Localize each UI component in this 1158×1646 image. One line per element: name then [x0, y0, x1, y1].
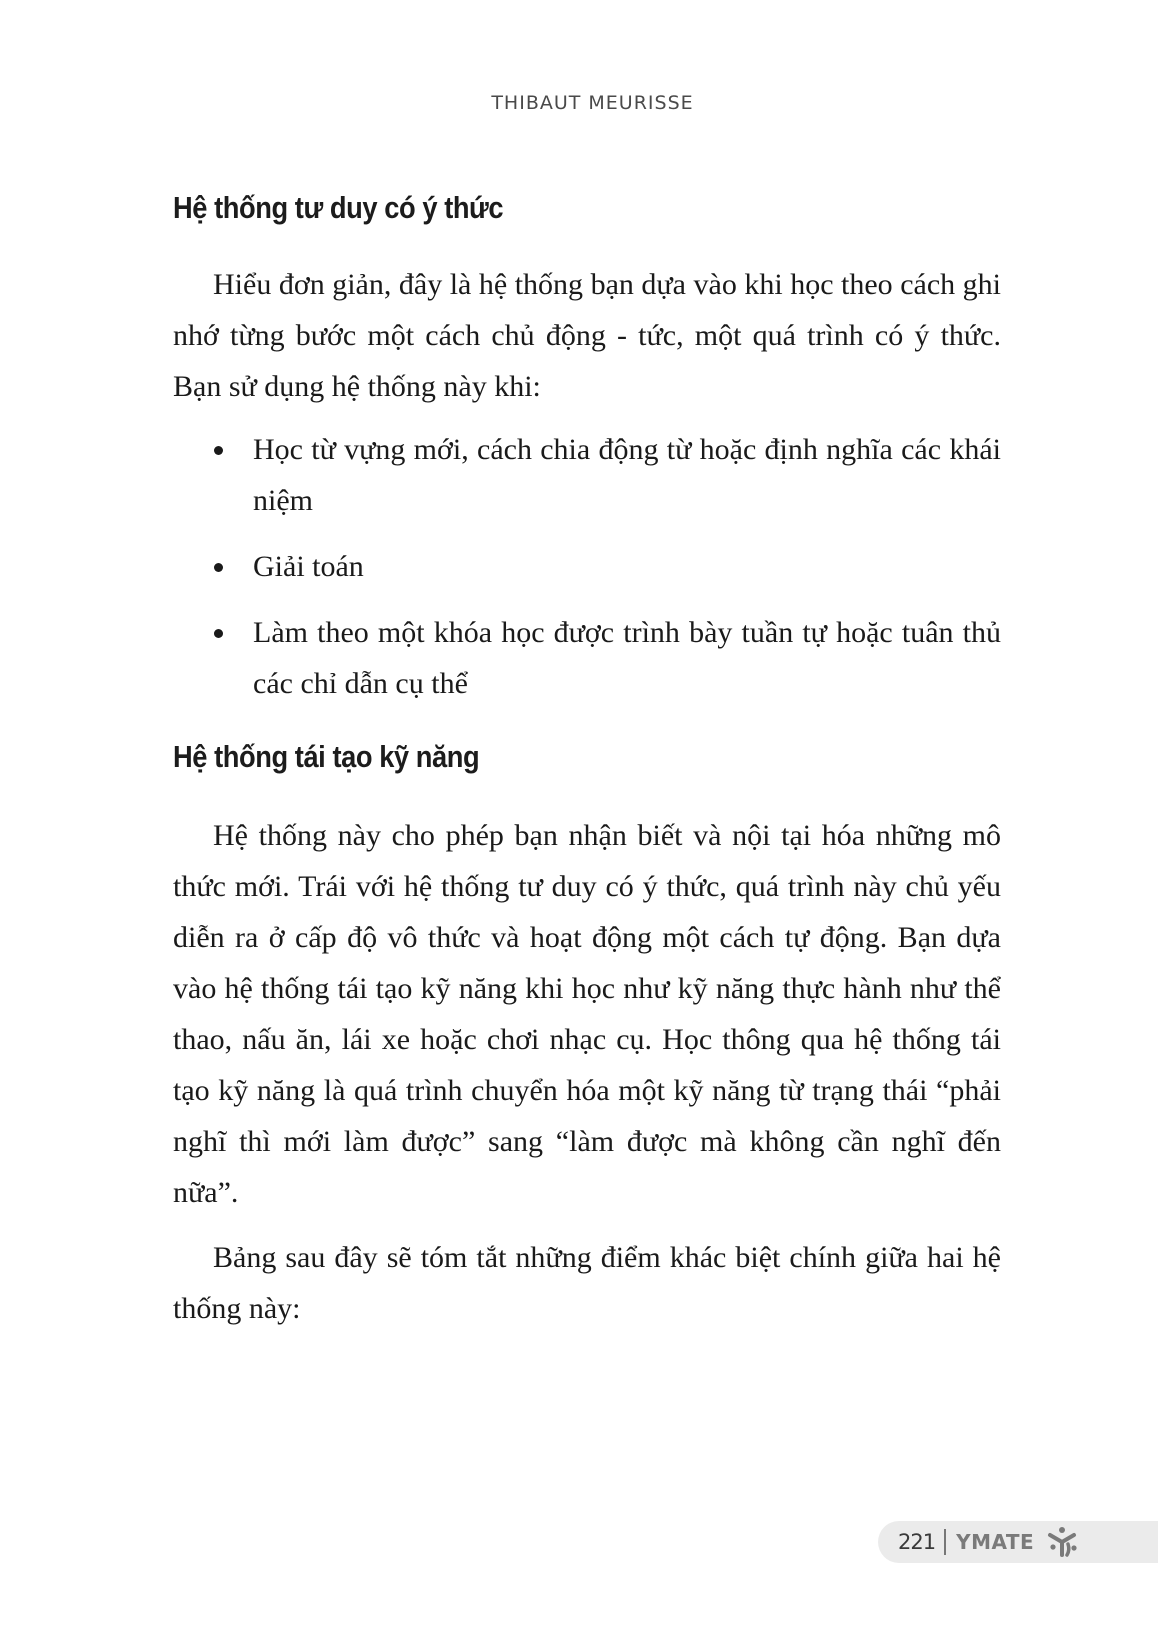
divider — [944, 1529, 946, 1555]
running-head: THIBAUT MEURISSE — [491, 92, 694, 114]
bullet-icon — [214, 446, 223, 455]
list-item-text: Làm theo một khóa học được trình bày tuần tự hoặc tuân thủ các chỉ dẫn cụ thể — [253, 616, 1001, 700]
paragraph: Hiểu đơn giản, đây là hệ thống bạn dựa vào khi học theo cách ghi nhớ từng bước một cách chủ động - tức, một quá trình có ý thức. Bạn sử dụng hệ thống này khi: — [173, 268, 1001, 403]
section-heading-conscious-thinking: Hệ thống tư duy có ý thức — [173, 190, 504, 225]
list-item — [173, 607, 1001, 709]
footer-page-badge — [878, 1521, 1158, 1563]
page-content — [173, 188, 1001, 1334]
publisher-brand: YMATE — [956, 1530, 1035, 1554]
page-number: 221 — [898, 1530, 936, 1554]
bullet-icon — [214, 629, 223, 638]
list-item — [173, 424, 1001, 526]
ymate-logo-icon — [1046, 1526, 1078, 1558]
bullet-list — [173, 424, 1001, 709]
list-item-text: Học từ vựng mới, cách chia động từ hoặc định nghĩa các khái niệm — [253, 433, 1001, 517]
bullet-icon — [214, 563, 223, 572]
paragraph: Bảng sau đây sẽ tóm tắt những điểm khác biệt chính giữa hai hệ thống này: — [173, 1241, 1001, 1325]
paragraph: Hệ thống này cho phép bạn nhận biết và nội tại hóa những mô thức mới. Trái với hệ thống tư duy có ý thức, quá trình này chủ yếu diễn ra ở cấp độ vô thức và hoạt động một cách tự động. Bạn dựa vào hệ thống tái tạo kỹ năng khi học như kỹ năng thực hành như thể thao, nấu ăn, lái xe hoặc chơi nhạc cụ. Học thông qua hệ thống tái tạo kỹ năng là quá trình chuyển hóa một kỹ năng từ trạng thái “phải nghĩ thì mới làm được” sang “làm được mà không cần nghĩ đến nữa”. — [173, 819, 1001, 1209]
list-item-text: Giải toán — [253, 550, 364, 583]
section-heading-skill-replication: Hệ thống tái tạo kỹ năng — [173, 739, 480, 774]
list-item — [173, 541, 1001, 592]
